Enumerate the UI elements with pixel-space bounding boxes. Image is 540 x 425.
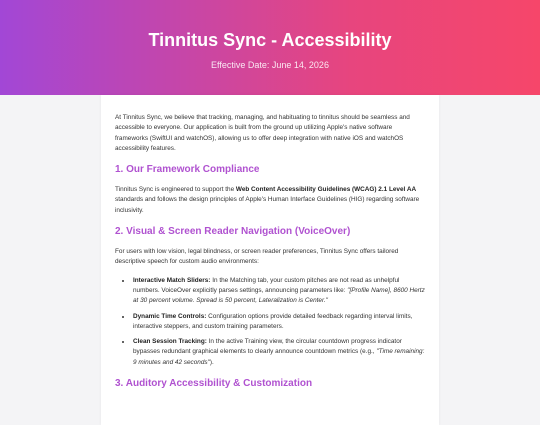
section-heading-framework: 1. Our Framework Compliance — [115, 164, 260, 176]
voiceover-intro: For users with low vision, legal blindness, or screen reader preferences, Tinnitus Sync offers tailored descriptive speech for custom audio environments: — [115, 248, 399, 266]
list-item-tail: ). — [209, 358, 214, 366]
list-item-text: Configuration options provide detailed feedback regarding interval limits, interactive steppers, and custom training parameters. — [133, 312, 413, 330]
list-item-title: Interactive Match Sliders: — [133, 276, 211, 284]
page-title: Tinnitus Sync - Accessibility — [148, 30, 392, 50]
list-item-title: Dynamic Time Controls: — [133, 312, 207, 320]
list-item — [132, 312, 425, 333]
voiceover-feature-list — [132, 276, 425, 368]
list-item-text: In the active Training view, the circular countdown progress indicator bypasses redundant graphical elements to clearly announce countdown metrics (e.g., — [133, 338, 402, 356]
list-item-text: In the Matching tab, your custom pitches are not read as unhelpful numbers. VoiceOver explicitly parses settings, announcing parameters like: — [133, 276, 400, 294]
framework-text-before: Tinnitus Sync is engineered to support the — [115, 186, 236, 194]
page-header — [0, 0, 540, 95]
wcag-standard: Web Content Accessibility Guidelines (WCAG) 2.1 Level AA — [235, 186, 417, 194]
effective-date: Effective Date: June 14, 2026 — [211, 60, 329, 70]
section-heading-voiceover: 2. Visual & Screen Reader Navigation (VoiceOver) — [115, 226, 351, 238]
framework-text-after: standards and follows the design principles of Apple's Human Interface Guidelines (HIG) regarding software inclusivity. — [115, 196, 420, 214]
section-heading-auditory: 3. Auditory Accessibility & Customization — [115, 378, 313, 390]
list-item-quote: "[Profile Name], 8600 Hertz at 30 percent volume. Spread is 50 percent, Lateralization is Center." — [133, 286, 425, 305]
list-item-title: Clean Session Tracking: — [133, 338, 207, 346]
list-item — [132, 337, 425, 368]
intro-paragraph: At Tinnitus Sync, we believe that tracking, managing, and habituating to tinnitus should be seamless and accessible to everyone. Our application is built from the ground up utilizing Apple's native software frameworks (SwiftUI and watchOS), allowing us to offer deep integration with native iOS and watchOS accessibility features. — [115, 114, 410, 152]
list-item — [132, 276, 425, 307]
content-card — [101, 95, 439, 425]
list-item-quote: "Time remaining: 9 minutes and 42 seconds" — [133, 348, 425, 366]
framework-paragraph — [115, 185, 425, 216]
